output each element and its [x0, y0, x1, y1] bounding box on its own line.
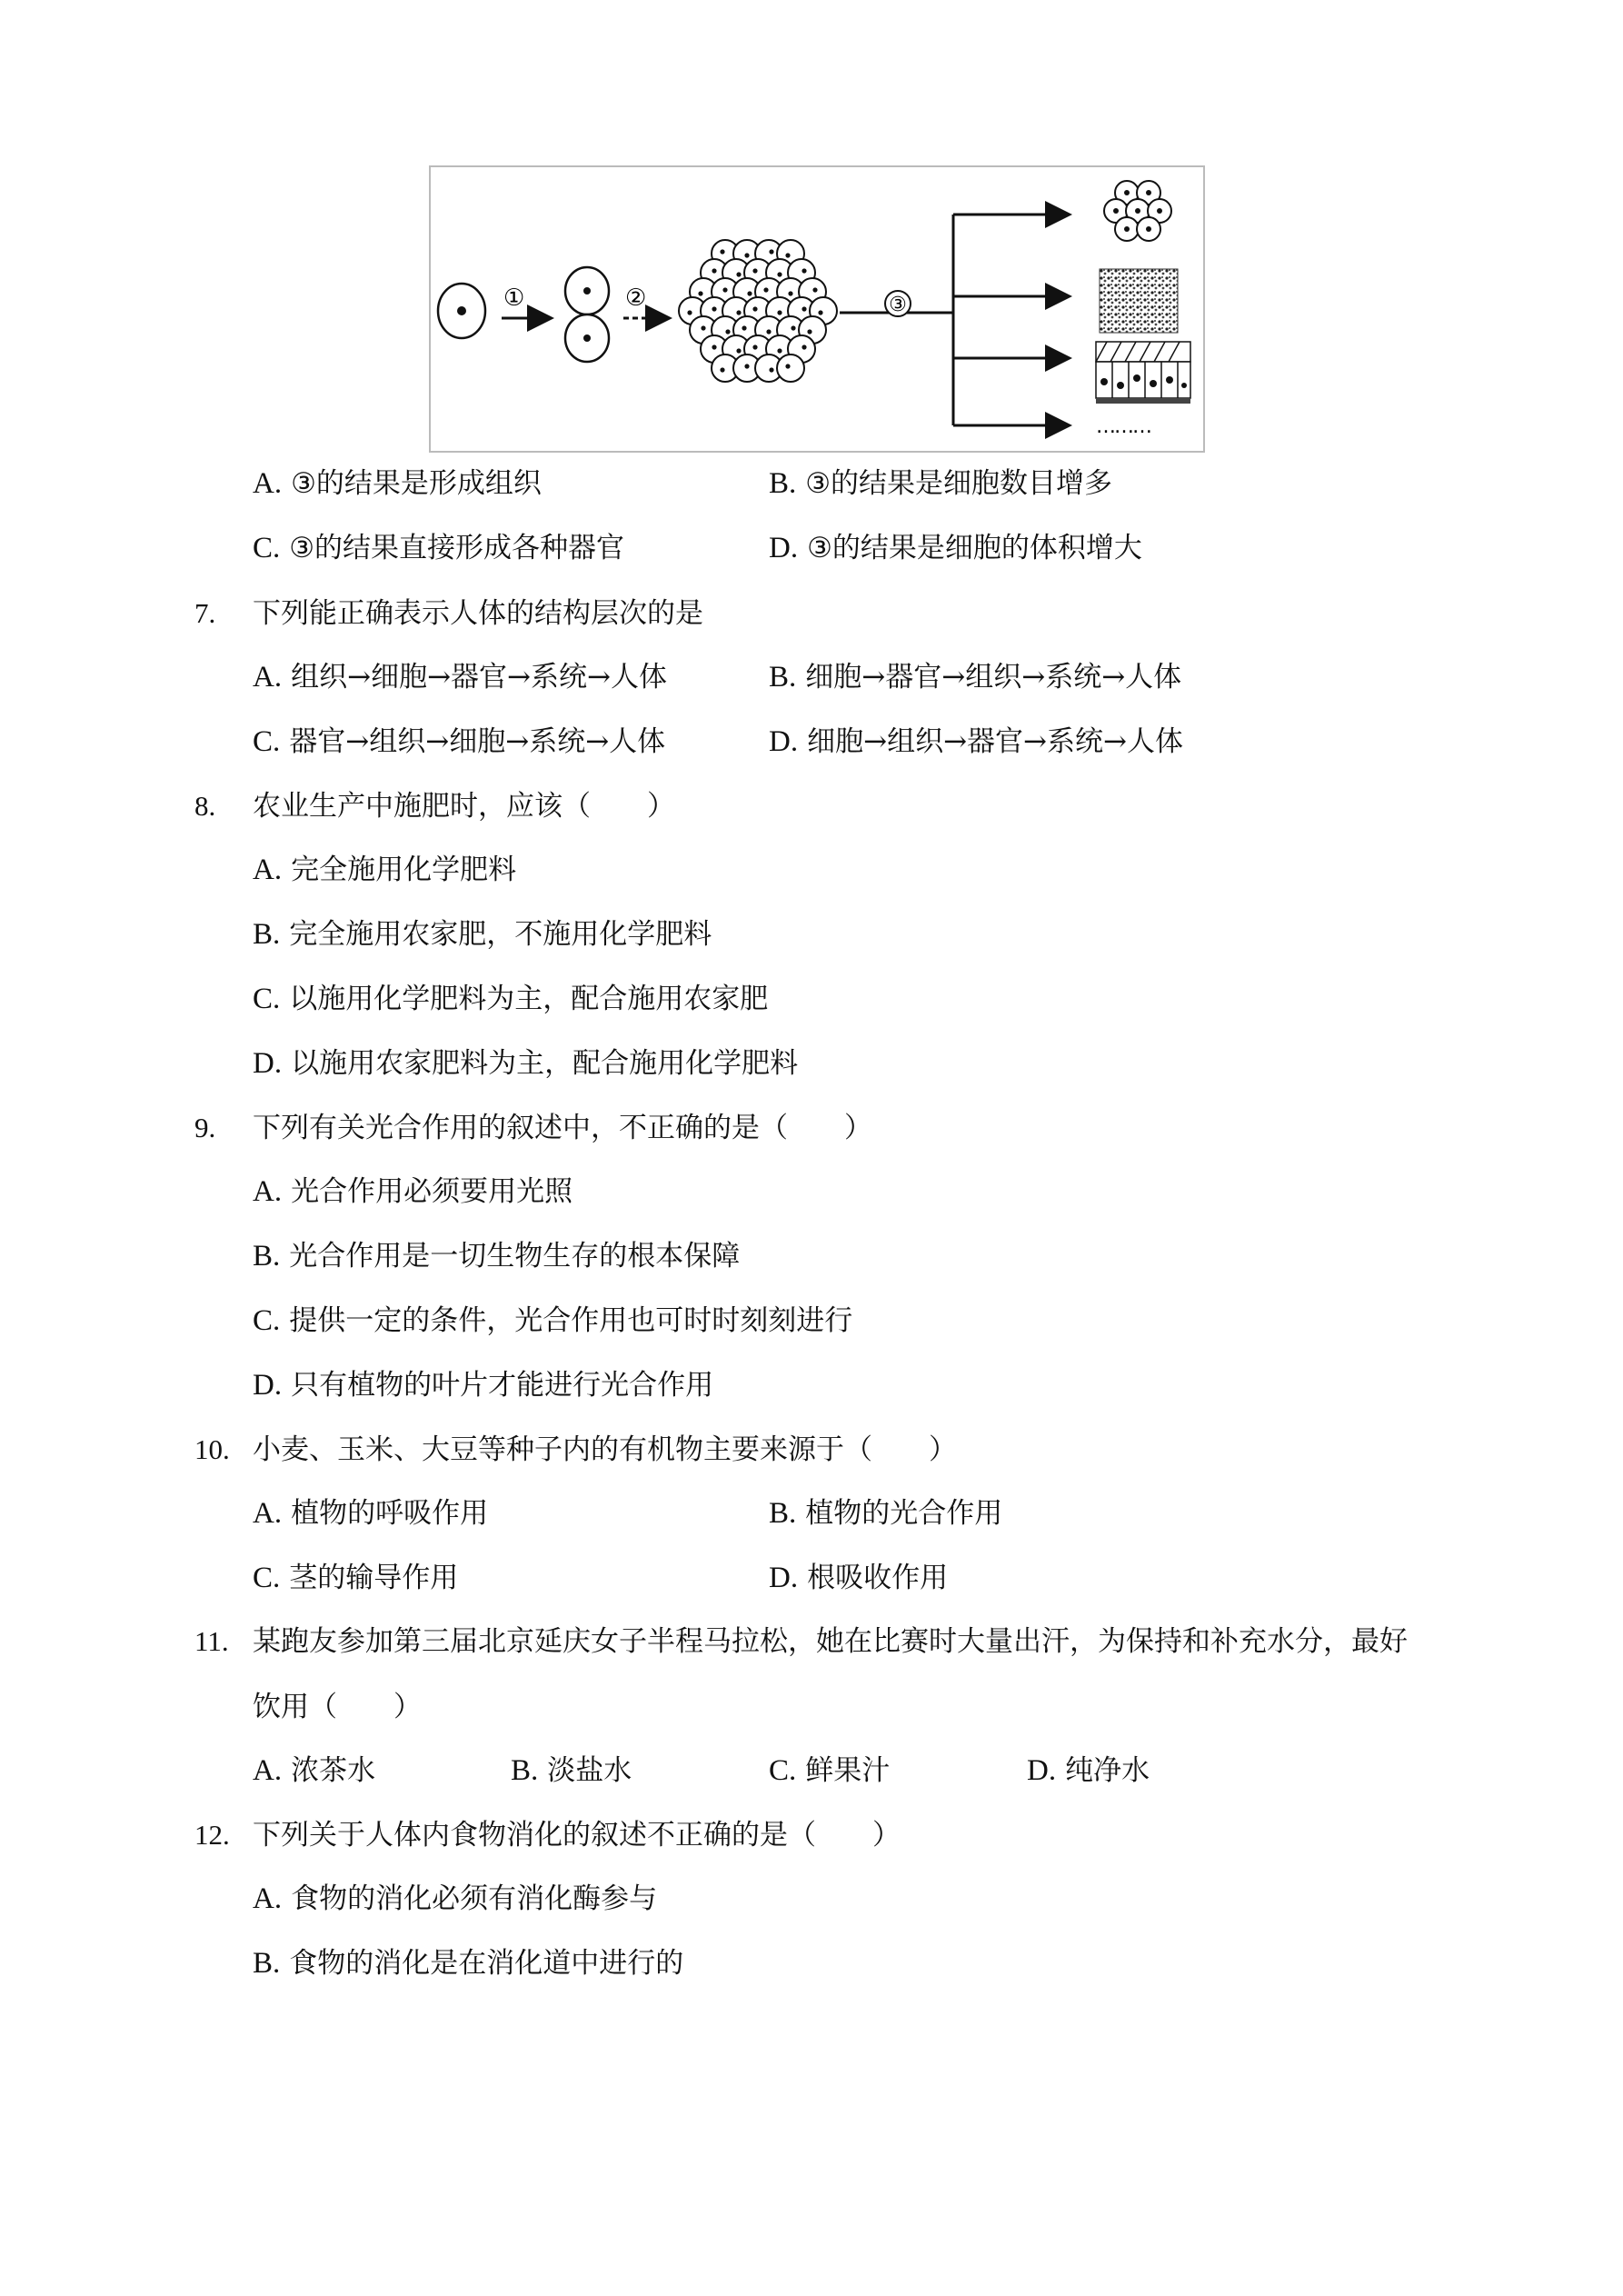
q6-option-a: [253, 465, 542, 502]
step-2-label: ②: [625, 285, 647, 312]
q7-option-c: [253, 724, 665, 760]
option-letter: C.: [253, 1562, 281, 1594]
q6-option-c: [253, 530, 624, 566]
option-text: ③的结果是形成组织: [291, 467, 542, 500]
cell-nucleus: [742, 325, 746, 330]
option-letter: D.: [769, 725, 799, 758]
q6-option-d: [769, 530, 1142, 566]
option-text: 茎的输导作用: [289, 1562, 459, 1594]
cell-nucleus: [712, 344, 716, 349]
option-text: 以施用化学肥料为主，配合施用农家肥: [289, 983, 769, 1015]
q9-option-b: [253, 1238, 740, 1274]
cell-nucleus: [802, 268, 806, 273]
option-text: 细胞→组织→器官→系统→人体: [807, 725, 1183, 758]
cell-nucleus: [712, 268, 716, 273]
cell-nucleus: [769, 367, 773, 372]
q12-option-b: [253, 1945, 683, 1982]
option-text: 以施用农家肥料为主，配合施用化学肥料: [291, 1047, 799, 1080]
cell-nucleus: [701, 325, 705, 330]
option-text: 光合作用必须要用光照: [291, 1175, 573, 1208]
option-text: ③的结果直接形成各种器官: [289, 532, 625, 564]
option-text: 细胞→器官→组织→系统→人体: [805, 661, 1182, 694]
option-letter: A.: [253, 1497, 283, 1530]
option-letter: A.: [253, 1882, 283, 1915]
option-text: 根吸收作用: [807, 1562, 949, 1594]
cell-nucleus: [818, 310, 822, 314]
cell-nucleus: [725, 329, 730, 334]
option-text: ③的结果是细胞数目增多: [805, 467, 1113, 500]
option-letter: A.: [253, 1754, 283, 1787]
option-letter: A.: [253, 467, 283, 500]
step-1-label: ①: [503, 285, 525, 312]
q9-option-c: [253, 1303, 852, 1339]
option-text: ③的结果是细胞的体积增大: [807, 532, 1142, 564]
option-text: 提供一定的条件，光合作用也可时时刻刻进行: [289, 1304, 853, 1337]
option-text: 植物的光合作用: [805, 1497, 1003, 1530]
q11-number: 11.: [194, 1625, 229, 1657]
cell-nucleus: [777, 310, 782, 314]
cell-nucleus: [752, 306, 757, 311]
q11-option-a: [253, 1752, 375, 1789]
cell-nucleus: [777, 348, 782, 353]
option-text: 完全施用农家肥，不施用化学肥料: [289, 918, 712, 951]
q10-number: 10.: [194, 1433, 230, 1465]
option-text: 淡盐水: [547, 1754, 632, 1787]
q10-option-c: [253, 1560, 458, 1596]
option-letter: A.: [253, 854, 283, 886]
cell-nucleus: [712, 306, 716, 311]
single-cell: [438, 284, 485, 338]
step-3-label: ③: [889, 294, 907, 316]
cell-nucleus: [736, 272, 741, 276]
option-letter: A.: [253, 661, 283, 694]
cell-nucleus: [812, 287, 817, 292]
option-letter: C.: [253, 725, 281, 758]
q7-number: 7.: [194, 597, 216, 629]
cell: [777, 354, 804, 382]
cell-nucleus: [720, 249, 724, 254]
option-letter: D.: [253, 1369, 283, 1402]
cell-nucleus: [720, 367, 724, 372]
option-text: 植物的呼吸作用: [291, 1497, 489, 1530]
cell-nucleus: [785, 253, 790, 257]
q9-stem: 下列有关光合作用的叙述中，不正确的是（ ）: [253, 1112, 872, 1144]
cell-mass: [679, 240, 837, 382]
cell-division-diagram: [431, 167, 1203, 451]
option-letter: D.: [769, 532, 799, 564]
cell-nucleus: [722, 287, 727, 292]
option-text: 光合作用是一切生物生存的根本保障: [289, 1240, 741, 1273]
q7-option-b: [769, 659, 1181, 695]
cell-nucleus: [752, 344, 757, 349]
q11-option-c: [769, 1752, 890, 1789]
cell-nucleus: [736, 310, 741, 314]
q8-option-d: [253, 1045, 798, 1082]
option-text: 食物的消化是在消化道中进行的: [289, 1947, 684, 1980]
option-text: 组织→细胞→器官→系统→人体: [291, 661, 667, 694]
option-letter: B.: [253, 918, 281, 951]
q11-option-d: [1027, 1752, 1150, 1789]
option-text: 只有植物的叶片才能进行光合作用: [291, 1369, 714, 1402]
cell-nucleus: [736, 348, 741, 353]
q9-number: 9.: [194, 1112, 216, 1143]
cell-nucleus: [769, 249, 773, 254]
q10-stem: 小麦、玉米、大豆等种子内的有机物主要来源于（ ）: [253, 1433, 957, 1466]
q12-number: 12.: [194, 1819, 230, 1851]
option-letter: C.: [253, 983, 281, 1015]
tissue-block-2: [1100, 269, 1178, 333]
cell-nucleus: [777, 272, 782, 276]
q8-option-c: [253, 981, 768, 1017]
cell-nucleus: [744, 364, 749, 368]
tissue-layered-3: [1096, 342, 1190, 404]
q9-option-d: [253, 1367, 713, 1403]
cell-nucleus: [698, 291, 702, 295]
q10-option-a: [253, 1495, 488, 1532]
q9-option-a: [253, 1173, 573, 1210]
option-letter: B.: [769, 1497, 797, 1530]
cell-nucleus: [687, 310, 692, 314]
q11-option-b: [511, 1752, 632, 1789]
more-tissues-dots: ………: [1096, 415, 1150, 438]
option-letter: D.: [253, 1047, 283, 1080]
option-text: 浓茶水: [291, 1754, 376, 1787]
cell-nucleus: [766, 329, 771, 334]
tissue-cluster-1: [1104, 181, 1171, 241]
cell-nucleus: [744, 253, 749, 257]
q8-option-b: [253, 916, 712, 953]
cell-nucleus: [752, 268, 757, 273]
q11-stem-line2: 饮用（ ）: [253, 1691, 422, 1723]
q12-stem: 下列关于人体内食物消化的叙述不正确的是（ ）: [253, 1819, 901, 1852]
q7-option-a: [253, 659, 667, 695]
q8-option-a: [253, 852, 516, 888]
cell-nucleus: [788, 291, 792, 295]
option-text: 鲜果汁: [805, 1754, 891, 1787]
q10-option-b: [769, 1495, 1002, 1532]
option-letter: D.: [769, 1562, 799, 1594]
option-letter: D.: [1027, 1754, 1057, 1787]
cell-nucleus: [802, 344, 806, 349]
option-letter: C.: [253, 1304, 281, 1337]
q8-stem: 农业生产中施肥时，应该（ ）: [253, 790, 675, 823]
option-text: 纯净水: [1065, 1754, 1150, 1787]
cell-nucleus: [802, 306, 806, 311]
q7-option-d: [769, 724, 1183, 760]
option-letter: B.: [253, 1947, 281, 1980]
q7-stem: 下列能正确表示人体的结构层次的是: [253, 597, 703, 630]
option-text: 完全施用化学肥料: [291, 854, 517, 886]
q10-option-d: [769, 1560, 948, 1596]
cell-nucleus: [791, 325, 795, 330]
option-letter: C.: [253, 532, 281, 564]
cell-nucleus: [807, 329, 812, 334]
option-letter: B.: [769, 661, 797, 694]
option-letter: C.: [769, 1754, 797, 1787]
option-text: 器官→组织→细胞→系统→人体: [289, 725, 666, 758]
cell-nucleus: [747, 291, 752, 295]
q11-stem-line1: 某跑友参加第三届北京延庆女子半程马拉松，她在比赛时大量出汗，为保持和补充水分，最好: [253, 1625, 1408, 1658]
two-cells: [565, 267, 609, 362]
option-letter: A.: [253, 1175, 283, 1208]
cell-division-figure: [429, 165, 1205, 453]
option-text: 食物的消化必须有消化酶参与: [291, 1882, 658, 1915]
option-letter: B.: [511, 1754, 539, 1787]
q8-number: 8.: [194, 790, 216, 822]
cell-nucleus: [763, 287, 768, 292]
q12-option-a: [253, 1881, 657, 1917]
cell-nucleus: [785, 364, 790, 368]
option-letter: B.: [769, 467, 797, 500]
q6-option-b: [769, 465, 1112, 502]
option-letter: B.: [253, 1240, 281, 1273]
